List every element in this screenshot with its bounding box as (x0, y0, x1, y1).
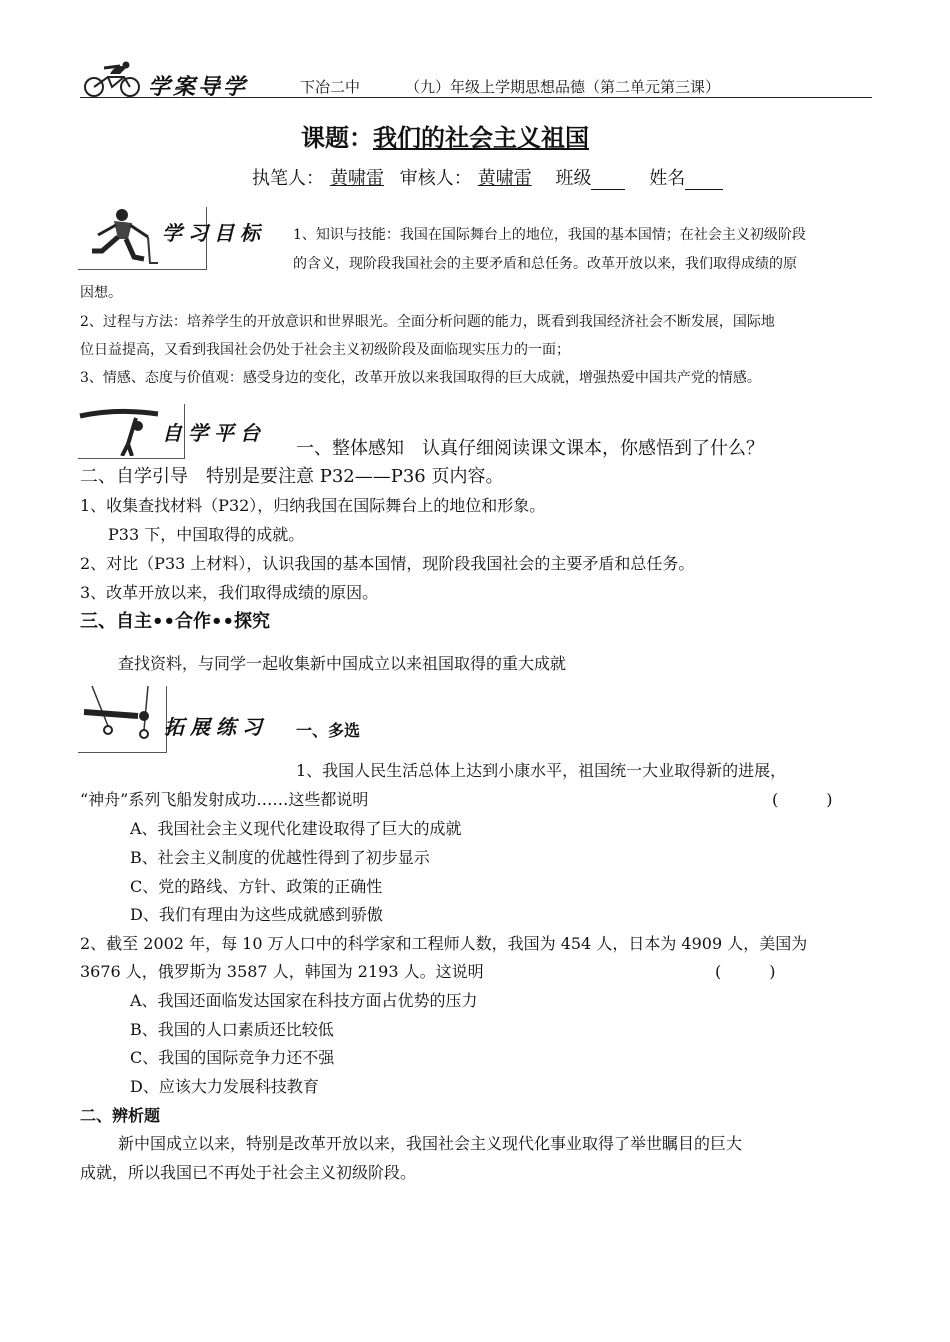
practice-sub1: 一、多选 (296, 721, 361, 740)
selfstudy-part1: 一、整体感知 认真仔细阅读课文课本，你感悟到了什么？ (296, 438, 764, 459)
rings-gymnast-icon (78, 686, 167, 753)
question1-option-c[interactable]: C、党的路线、方针、政策的正确性 (130, 877, 383, 896)
question2-line-a: 2、截至 2002 年，每 10 万人口中的科学家和工程师人数，我国为 454 人，日本为 4909 人，美国为 (80, 934, 808, 953)
question1-line-a: 1、我国人民生活总体上达到小康水平，祖国统一大业取得新的进展， (296, 761, 787, 780)
objectives-heading: 学习目标 (162, 221, 266, 245)
selfstudy-part3: 三、自主••合作••探究 (80, 611, 271, 632)
objective-line-1c: 因想。 (80, 285, 122, 301)
selfstudy-item1b: P33 下，中国取得的成就。 (108, 525, 305, 544)
analysis-line-b: 成就，所以我国已不再处于社会主义初级阶段。 (80, 1163, 417, 1182)
question2-answer-paren[interactable]: ( ) (715, 962, 776, 981)
question2-option-a[interactable]: A、我国还面临发达国家在科技方面占优势的压力 (130, 991, 478, 1010)
question1-answer-paren[interactable]: ( ) (772, 790, 833, 809)
question1-option-b[interactable]: B、社会主义制度的优越性得到了初步显示 (130, 848, 430, 867)
objective-line-1b: 的含义，现阶段我国社会的主要矛盾和总任务。改革开放以来，我们取得成绩的原 (293, 256, 797, 272)
question2-line-b: 3676 人，俄罗斯为 3587 人，韩国为 2193 人。这说明 (80, 962, 484, 981)
objective-line-1a: 1、知识与技能：我国在国际舞台上的地位，我国的基本国情；在社会主义初级阶段 (293, 227, 806, 243)
class-label: 班级 (555, 168, 592, 189)
question1-line-b: “神舟”系列飞船发射成功……这些都说明 (80, 790, 369, 809)
header-logo-text: 学案导学 (148, 74, 249, 100)
question2-option-c[interactable]: C、我国的国际竞争力还不强 (130, 1048, 335, 1067)
selfstudy-item1: 1、收集查找材料（P32），归纳我国在国际舞台上的地位和形象。 (80, 496, 546, 515)
reviewer-name: 黄啸雷 (477, 168, 532, 189)
selfstudy-item3: 3、改革开放以来，我们取得成绩的原因。 (80, 583, 379, 602)
cyclist-logo-icon (80, 60, 144, 98)
header-school: 下冶二中 (300, 78, 361, 96)
analysis-line-a: 新中国成立以来，特别是改革开放以来，我国社会主义现代化事业取得了举世瞩目的巨大 (118, 1134, 743, 1153)
header-rule (80, 97, 872, 98)
objective-line-3: 3、情感、态度与价值观：感受身边的变化，改革开放以来我国取得的巨大成就，增强热爱中国共产党的情感。 (80, 370, 761, 386)
reviewer-label: 审核人： (399, 168, 472, 189)
selfstudy-heading: 自学平台 (162, 421, 266, 445)
writer-name: 黄啸雷 (330, 168, 384, 189)
practice-sub2: 二、辨析题 (80, 1106, 161, 1125)
page-title (301, 118, 589, 153)
question2-option-b[interactable]: B、我国的人口素质还比较低 (130, 1020, 334, 1039)
name-field[interactable] (685, 171, 723, 190)
selfstudy-part3-text: 查找资料，与同学一起收集新中国成立以来祖国取得的重大成就 (118, 654, 567, 673)
objective-line-2a: 2、过程与方法：培养学生的开放意识和世界眼光。全面分析问题的能力，既看到我国经济社会不断发展，国际地 (80, 314, 775, 330)
author-line (252, 164, 723, 190)
selfstudy-part2: 二、自学引导 特别是要注意 P32——P36 页内容。 (80, 466, 504, 487)
title-topic: 我们的社会主义祖国 (373, 123, 589, 152)
writer-label: 执笔人： (252, 168, 324, 189)
selfstudy-item2: 2、对比（P33 上材料），认识我国的基本国情，现阶段我国社会的主要矛盾和总任务。 (80, 554, 695, 573)
practice-heading: 拓展练习 (164, 715, 268, 739)
objective-line-2b: 位日益提高，又看到我国社会仍处于社会主义初级阶段及面临现实压力的一面； (80, 342, 570, 358)
header-course: （九）年级上学期思想品德（第二单元第三课） (405, 78, 721, 96)
class-field[interactable] (591, 171, 625, 190)
question1-option-d[interactable]: D、我们有理由为这些成就感到骄傲 (130, 905, 383, 924)
question1-option-a[interactable]: A、我国社会主义现代化建设取得了巨大的成就 (130, 819, 462, 838)
title-prefix: 课题： (301, 123, 373, 152)
name-label: 姓名 (649, 168, 686, 189)
question2-option-d[interactable]: D、应该大力发展科技教育 (130, 1077, 319, 1096)
